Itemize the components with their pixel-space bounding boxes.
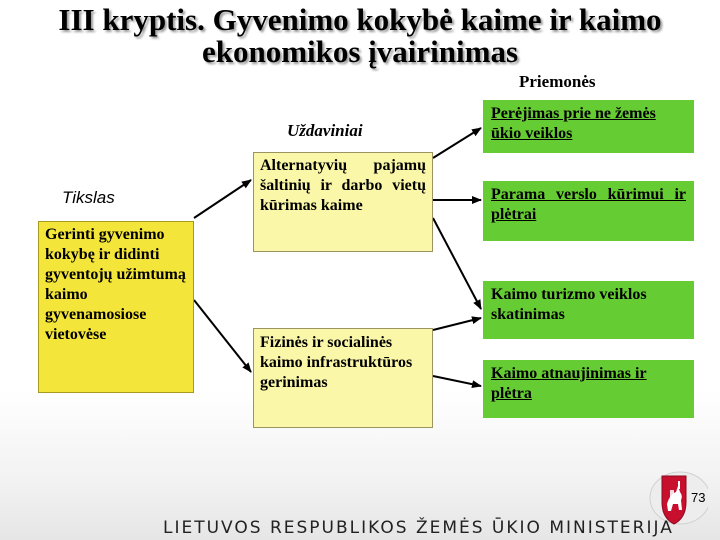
measure-3-text: Kaimo turizmo veiklos skatinimas xyxy=(491,286,647,323)
measure-2-text: Parama verslo kūrimui ir plėtrai xyxy=(491,186,686,223)
arrow-task-2-to-measure-4 xyxy=(433,376,481,386)
measure-box-3 xyxy=(483,281,694,339)
arrow-task-1-to-measure-1 xyxy=(433,128,481,158)
arrow-goal-to-task-1 xyxy=(194,180,251,218)
arrow-goal-to-task-2 xyxy=(194,300,251,372)
task-box-2: Fizinės ir socialinės kaimo infrastruktūros gerinimas xyxy=(253,328,433,428)
measure-box-1 xyxy=(483,100,694,153)
measure-box-4 xyxy=(483,360,694,418)
goal-box: Gerinti gyvenimo kokybę ir didinti gyventojų užimtumą kaimo gyvenamosiose vietovėse xyxy=(38,221,194,393)
measures-heading: Priemonės xyxy=(519,72,596,91)
measure-4-text: Kaimo atnaujinimas ir plėtra xyxy=(491,365,647,402)
goal-heading: Tikslas xyxy=(62,188,115,207)
measure-1-text: Perėjimas prie ne žemės ūkio veiklos xyxy=(491,105,656,142)
slide-title-line-2: ekonomikos įvairinimas xyxy=(201,34,519,69)
measure-box-2 xyxy=(483,181,694,241)
arrow-task-2-to-measure-3 xyxy=(433,318,481,330)
slide-title-line-1: III kryptis. Gyvenimo kokybė kaime ir kaimo xyxy=(58,2,662,37)
footer-ministry-name: LIETUVOS RESPUBLIKOS ŽEMĖS ŪKIO MINISTERIJA xyxy=(163,518,674,538)
page-number: 73 xyxy=(691,490,706,505)
arrow-task-1-to-measure-3 xyxy=(433,218,481,309)
task-box-1: Alternatyvių pajamų šaltinių ir darbo vietų kūrimas kaime xyxy=(253,152,433,252)
tasks-heading: Uždaviniai xyxy=(287,121,363,140)
